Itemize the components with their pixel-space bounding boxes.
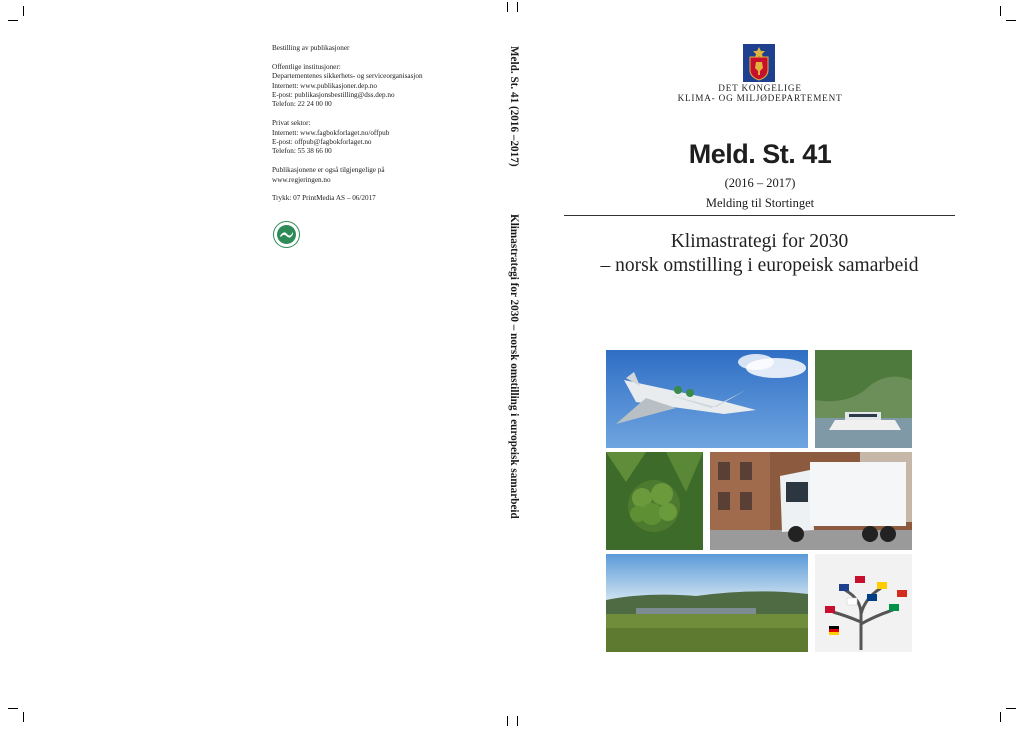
title-divider (564, 215, 955, 216)
photo-electric-aircraft (606, 350, 808, 448)
public-line: Telefon: 22 24 00 00 (272, 100, 332, 109)
public-line: E-post: publikasjonsbestilling@dss.dep.no (272, 91, 395, 100)
crop-mark (517, 716, 518, 726)
spine-title: Klimastrategi for 2030 – norsk omstilling i europeisk samarbeid (508, 214, 520, 519)
crop-mark (1006, 708, 1016, 709)
public-line: Internett: www.publikasjoner.dep.no (272, 81, 377, 90)
photo-broccoli (606, 452, 703, 550)
public-line: Offentlige institusjoner: (272, 62, 341, 71)
title-line-2: – norsk omstilling i europeisk samarbeid (600, 255, 919, 276)
crop-mark (1000, 6, 1001, 16)
crop-mark (8, 708, 18, 709)
report-type: Melding til Stortinget (705, 196, 815, 210)
photo-electric-ferry (815, 350, 912, 448)
report-year: (2016 – 2017) (724, 176, 796, 190)
title-line-1: Klimastrategi for 2030 (670, 231, 849, 252)
crop-mark (1000, 712, 1001, 722)
crop-mark (1006, 20, 1016, 21)
private-line: Privat sektor: (272, 119, 311, 128)
swan-ecolabel-icon (273, 221, 300, 248)
photo-train-landscape (606, 554, 808, 652)
crop-mark (23, 6, 24, 16)
private-line: Telefon: 55 38 66 00 (272, 147, 332, 156)
ministry-line-1: DET KONGELIGE (718, 83, 802, 93)
report-number: Meld. St. 41 (688, 139, 832, 169)
ministry-name (660, 83, 860, 103)
availability-block (272, 166, 472, 185)
coat-of-arms-icon (743, 44, 775, 82)
public-line: Departementenes sikkerhets- og serviceorganisasjon (272, 72, 423, 81)
availability-line: Publikasjonene er også tilgjengelige på (272, 166, 385, 175)
ordering-heading: Bestilling av publikasjoner (272, 44, 350, 52)
public-sector-block (272, 63, 472, 110)
crop-mark (507, 2, 508, 12)
photo-flag-tree (815, 554, 912, 652)
crop-mark (23, 712, 24, 722)
private-sector-block (272, 119, 472, 157)
back-cover-info (272, 44, 472, 213)
crop-mark (517, 2, 518, 12)
spine (491, 44, 521, 684)
spine-report-number: Meld. St. 41 (2016 –2017) (508, 46, 520, 167)
private-line: Internett: www.fagbokforlaget.no/offpub (272, 128, 390, 137)
photo-electric-truck (710, 452, 912, 550)
crop-mark (507, 716, 508, 726)
crop-mark (8, 20, 18, 21)
ministry-line-2: KLIMA- OG MILJØDEPARTEMENT (677, 93, 843, 103)
availability-line: www.regjeringen.no (272, 175, 331, 184)
report-title (564, 230, 955, 278)
private-line: E-post: offpub@fagbokforlaget.no (272, 138, 372, 147)
print-info: Trykk: 07 PrintMedia AS – 06/2017 (272, 194, 376, 203)
